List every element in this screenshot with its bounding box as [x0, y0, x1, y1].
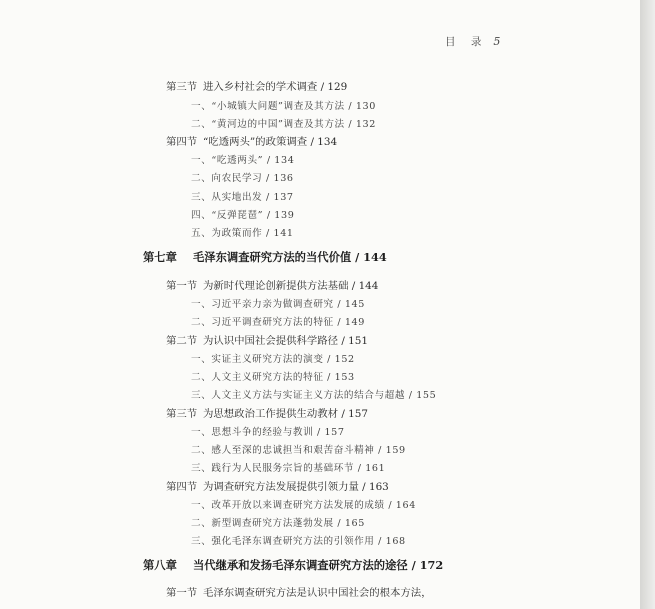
toc-item: 三、践行为人民服务宗旨的基础环节 / 161	[191, 463, 386, 474]
toc-item: 一、改革开放以来调查研究方法发展的成绩 / 164	[191, 500, 416, 511]
page-number: 5	[493, 35, 501, 48]
toc-item: 一、实证主义研究方法的演变 / 152	[191, 354, 355, 365]
toc-section: 第四节 为调查研究方法发展提供引领力量 / 163	[166, 481, 389, 493]
toc-item: 三、人文主义方法与实证主义方法的结合与超越 / 155	[191, 390, 437, 401]
toc-item: 二、向农民学习 / 136	[191, 173, 294, 184]
toc-item: 一、思想斗争的经验与教训 / 157	[191, 427, 345, 438]
toc-item: 二、习近平调查研究方法的特征 / 149	[191, 317, 365, 328]
toc-chapter: 第八章 当代继承和发扬毛泽东调查研究方法的途径 / 172	[143, 558, 444, 572]
toc-item: 二、感人至深的忠诚担当和艰苦奋斗精神 / 159	[191, 445, 406, 456]
toc-section: 第三节 为思想政治工作提供生动教材 / 157	[166, 408, 369, 420]
toc-item: 一、习近平亲力亲为做调查研究 / 145	[191, 299, 365, 310]
toc-chapter: 第七章 毛泽东调查研究方法的当代价值 / 144	[143, 250, 387, 264]
toc-item: 三、从实地出发 / 137	[191, 192, 294, 203]
toc-item: 二、“黄河边的中国”调查及其方法 / 132	[191, 119, 376, 130]
toc-item: 一、“小城镇大问题”调查及其方法 / 130	[191, 101, 376, 112]
toc-section: 第一节 毛泽东调查研究方法是认识中国社会的根本方法，	[166, 587, 432, 599]
toc-item: 三、强化毛泽东调查研究方法的引领作用 / 168	[191, 536, 406, 547]
toc-item: 二、新型调查研究方法蓬勃发展 / 165	[191, 518, 365, 529]
running-head-label: 目 录	[445, 36, 488, 48]
toc-section: 第一节 为新时代理论创新提供方法基础 / 144	[166, 280, 379, 292]
toc-item: 一、“吃透两头” / 134	[191, 155, 295, 166]
toc-section: 第二节 为认识中国社会提供科学路径 / 151	[166, 335, 369, 347]
toc-item: 五、为政策而作 / 141	[191, 228, 294, 239]
toc-item: 二、人文主义研究方法的特征 / 153	[191, 372, 355, 383]
page-edge	[640, 0, 655, 609]
toc-section: 第四节 “吃透两头”的政策调查 / 134	[166, 136, 338, 148]
toc-item: 四、“反弹琵琶” / 139	[191, 210, 295, 221]
toc-section: 第三节 进入乡村社会的学术调查 / 129	[166, 81, 348, 93]
